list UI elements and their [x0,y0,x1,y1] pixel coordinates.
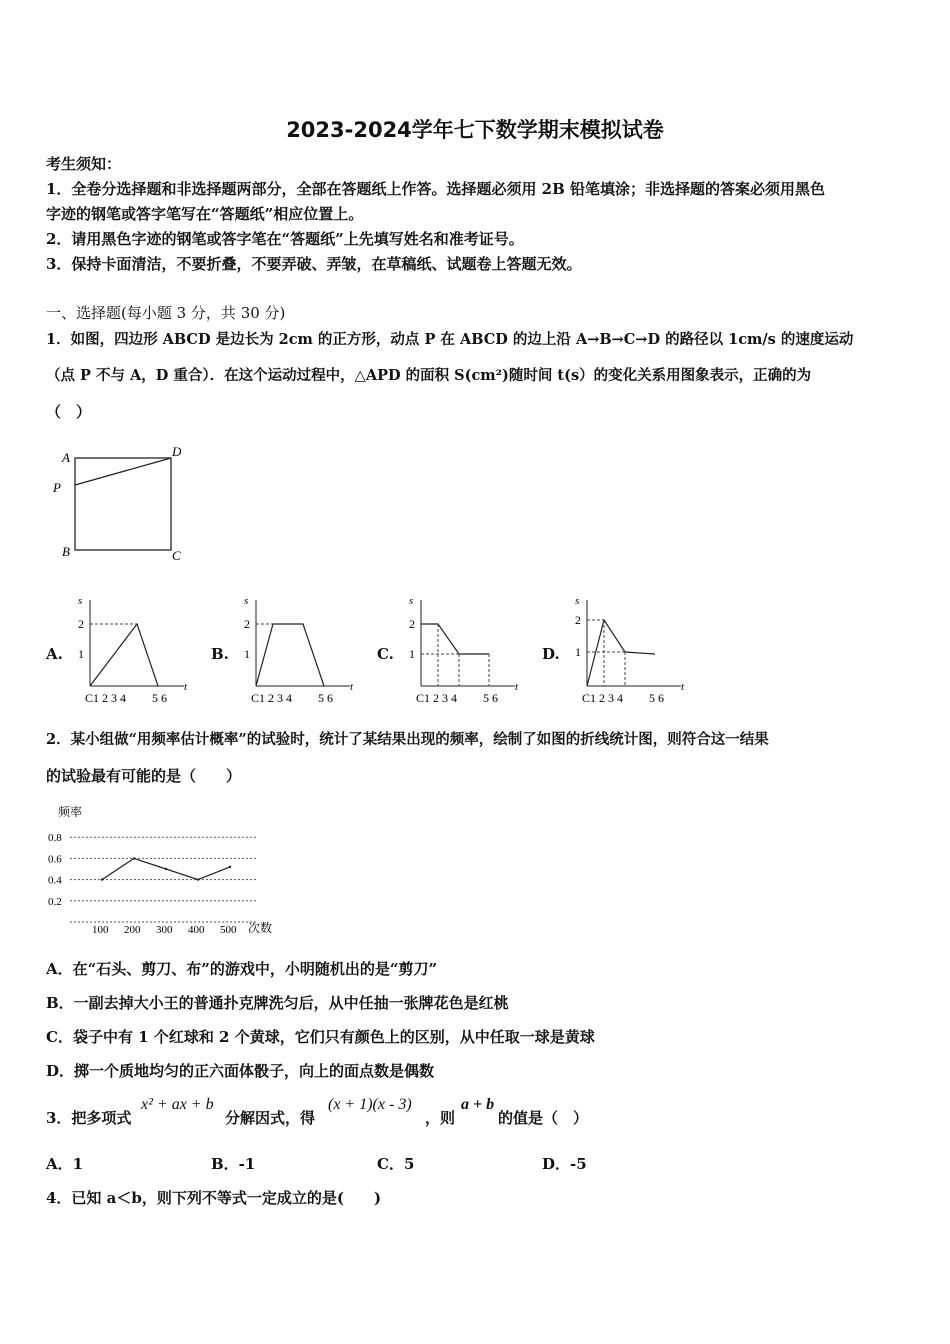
q2-line-1: 2．某小组做“用频率估计概率”的试验时，统计了某结果出现的频率，绘制了如图的折线统计图，则符合这一结果 [46,731,769,748]
chart-point [229,866,231,868]
q1-line-2: （点 P 不与 A，D 重合）．在这个运动过程中，△APD 的面积 S(cm²)随时间 t(s）的变化关系用图象表示，正确的为 [46,367,812,384]
chart-xtick-label: 400 [188,924,205,936]
chart-xtick-label: 100 [92,924,109,936]
q2-option-b: B．一副去掉大小王的普通扑克牌洗匀后，从中任抽一张牌花色是红桃 [46,994,509,1012]
page-title: 2023-2024学年七下数学期末模拟试卷 [286,118,664,142]
q3-option-a: A．1 [46,1155,84,1173]
graph-c-line [421,624,489,654]
q1-option-d-label: D. [542,645,560,663]
graph-b-2: 2 [244,617,250,631]
graph-a-1: 1 [78,647,84,661]
chart-point [133,857,135,859]
chart-ylabel: 频率 [58,805,83,819]
graph-b-1: 1 [244,647,250,661]
chart-point [197,878,199,880]
graph-b-xticks: C1 2 3 4 [251,691,293,705]
q1-option-a-label: A. [46,645,63,663]
square-figure [46,440,196,566]
segment-pd [75,458,171,485]
q2-option-d: D．掷一个质地均匀的正六面体骰子，向上的面点数是偶数 [46,1062,435,1080]
graph-a-2: 2 [78,617,84,631]
chart-point [165,868,167,870]
graph-b [236,592,361,707]
frequency-chart [46,802,278,936]
graph-d-2: 2 [575,613,581,627]
chart-xtick-label: 500 [220,924,237,936]
chart-xtick-label: 300 [156,924,173,936]
notice-line-3: 3．保持卡面清洁，不要折叠，不要弄破、弄皱，在草稿纸、试题卷上答题无效。 [46,255,582,273]
graph-a-xticks-2: 5 6 [152,691,167,705]
graph-d [567,592,692,707]
notice-line-1a: 1．全卷分选择题和非选择题两部分，全部在答题纸上作答。选择题必须用 2B 铅笔填涂；非选择题的答案必须用黑色 [46,180,826,198]
graph-d-line [587,620,655,686]
graph-a [70,592,195,707]
graph-d-xticks: C1 2 3 4 [582,691,624,705]
graph-a-s: s [78,595,83,607]
q3-prefix: 3．把多项式 [46,1109,132,1127]
chart-xtick-label: 200 [124,924,141,936]
graph-c-s: s [409,595,414,607]
notice-line-1b: 字迹的钢笔或答字笔写在“答题纸”相应位置上。 [46,205,364,223]
q3-suffix: 的值是（ ） [498,1109,589,1127]
q1-option-c-label: C. [377,645,394,663]
q3-option-b: B．-1 [211,1155,256,1173]
graph-a-line [90,624,158,686]
q2-option-a: A．在“石头、剪刀、布”的游戏中，小明随机出的是“剪刀” [46,960,438,978]
graph-a-t: t [184,681,188,693]
chart-ytick-label: 0.4 [48,874,62,887]
q4-text: 4．已知 a＜b，则下列不等式一定成立的是( ) [46,1189,382,1207]
graph-a-xticks: C1 2 3 4 [85,691,127,705]
graph-b-xticks-2: 5 6 [318,691,333,705]
section-heading: 一、选择题(每小题 3 分，共 30 分) [46,304,286,322]
graph-d-s: s [575,595,580,607]
label-b: B [62,544,70,559]
chart-ytick-label: 0.8 [48,832,62,845]
graph-b-t: t [350,681,354,693]
q3-then: ，则 [425,1109,456,1127]
q1-option-b-label: B. [211,645,229,663]
graph-c-1: 1 [409,647,415,661]
graph-c-t: t [515,681,519,693]
q3-option-d: D．-5 [542,1155,587,1173]
chart-ytick-label: 0.6 [48,853,62,866]
graph-d-1: 1 [575,645,581,659]
graph-c [401,592,526,707]
chart-point [101,878,103,880]
label-d: D [172,444,182,459]
chart-xlabel: 次数 [248,921,273,935]
graph-c-xticks: C1 2 3 4 [416,691,458,705]
q3-option-c: C．5 [377,1155,415,1173]
label-p: P [53,480,61,495]
graph-d-xticks-2: 5 6 [649,691,664,705]
notice-line-2: 2．请用黑色字迹的钢笔或答字笔在“答题纸”上先填写姓名和准考证号。 [46,230,524,248]
notice-heading: 考生须知： [46,155,122,173]
graph-c-xticks-2: 5 6 [483,691,498,705]
q2-option-c: C．袋子中有 1 个红球和 2 个黄球，它们只有颜色上的区别，从中任取一球是黄球 [46,1028,595,1046]
graph-b-line [256,624,324,686]
q3-factored: (x + 1)(x - 3) [328,1096,412,1113]
q1-line-3: （ ） [46,403,92,421]
q3-polynomial: x² + ax + b [141,1096,214,1113]
q3-a-plus-b: a + b [461,1096,495,1113]
label-a: A [62,450,70,465]
chart-ytick-label: 0.2 [48,895,62,908]
q1-line-1: 1．如图，四边形 ABCD 是边长为 2cm 的正方形，动点 P 在 ABCD 的边上沿 A→B→C→D 的路径以 1cm/s 的速度运动 [46,331,854,348]
q2-line-2: 的试验最有可能的是（ ） [46,767,242,785]
q3-mid: 分解因式，得 [225,1109,316,1127]
graph-d-t: t [681,681,685,693]
graph-c-2: 2 [409,617,415,631]
graph-b-s: s [244,595,249,607]
label-c: C [172,548,181,563]
